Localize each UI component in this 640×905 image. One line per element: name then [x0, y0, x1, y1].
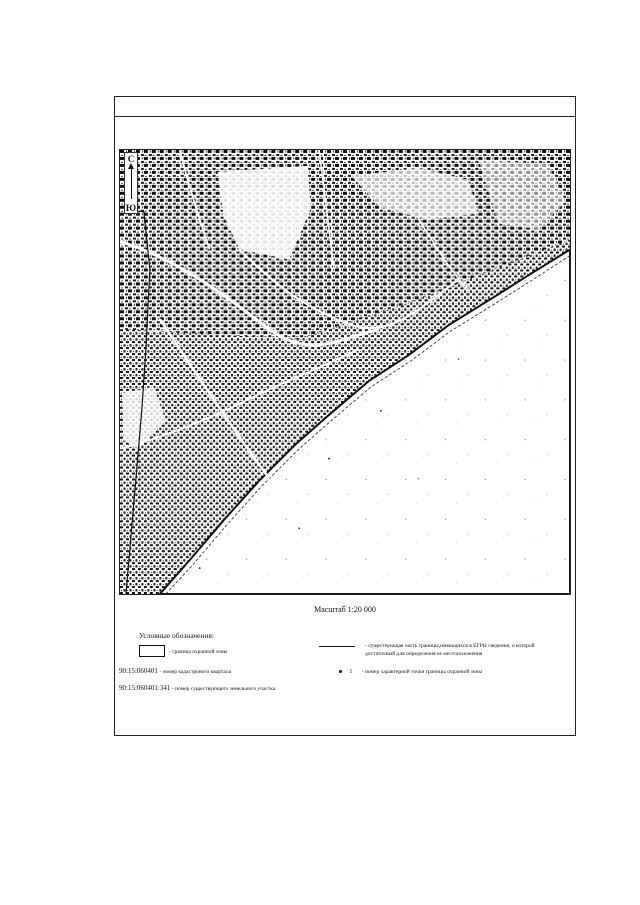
north-arrow [124, 152, 138, 214]
legend [115, 627, 575, 727]
legend-quarter [119, 667, 231, 675]
legend-plot [119, 684, 275, 692]
quarter-desc: - номер кадастрового квартала [159, 669, 232, 675]
point-desc: - номер характерной точки границы охранной зоны [361, 669, 483, 675]
legend-point [339, 669, 482, 675]
header-strip [115, 97, 575, 117]
boundary-label: - граница охранной зоны [169, 649, 228, 655]
plot-desc: - номер существующего земельного участка [171, 686, 276, 692]
scale-label: Масштаб 1:20 000 [314, 605, 376, 614]
existing-boundary-swatch [319, 646, 355, 647]
south-label: Ю [125, 203, 137, 213]
point-number: 1 [349, 669, 353, 675]
map-frame [119, 149, 571, 595]
map-sheet [114, 96, 576, 736]
existing-boundary-label: - существующая часть границы,имеющихся в ЕГРН сведения, о которой достаточный для определения ее местоположения [365, 643, 535, 657]
city-map [120, 150, 570, 594]
boundary-swatch [139, 645, 165, 657]
north-label: С [127, 154, 135, 164]
arrow-shaft [131, 167, 132, 199]
legend-title: Условные обозначения: [139, 631, 215, 640]
quarter-code: 90:15:060401 [119, 667, 158, 675]
point-dot-icon [339, 670, 342, 673]
plot-code: 90:15:060401:341 [119, 684, 171, 692]
